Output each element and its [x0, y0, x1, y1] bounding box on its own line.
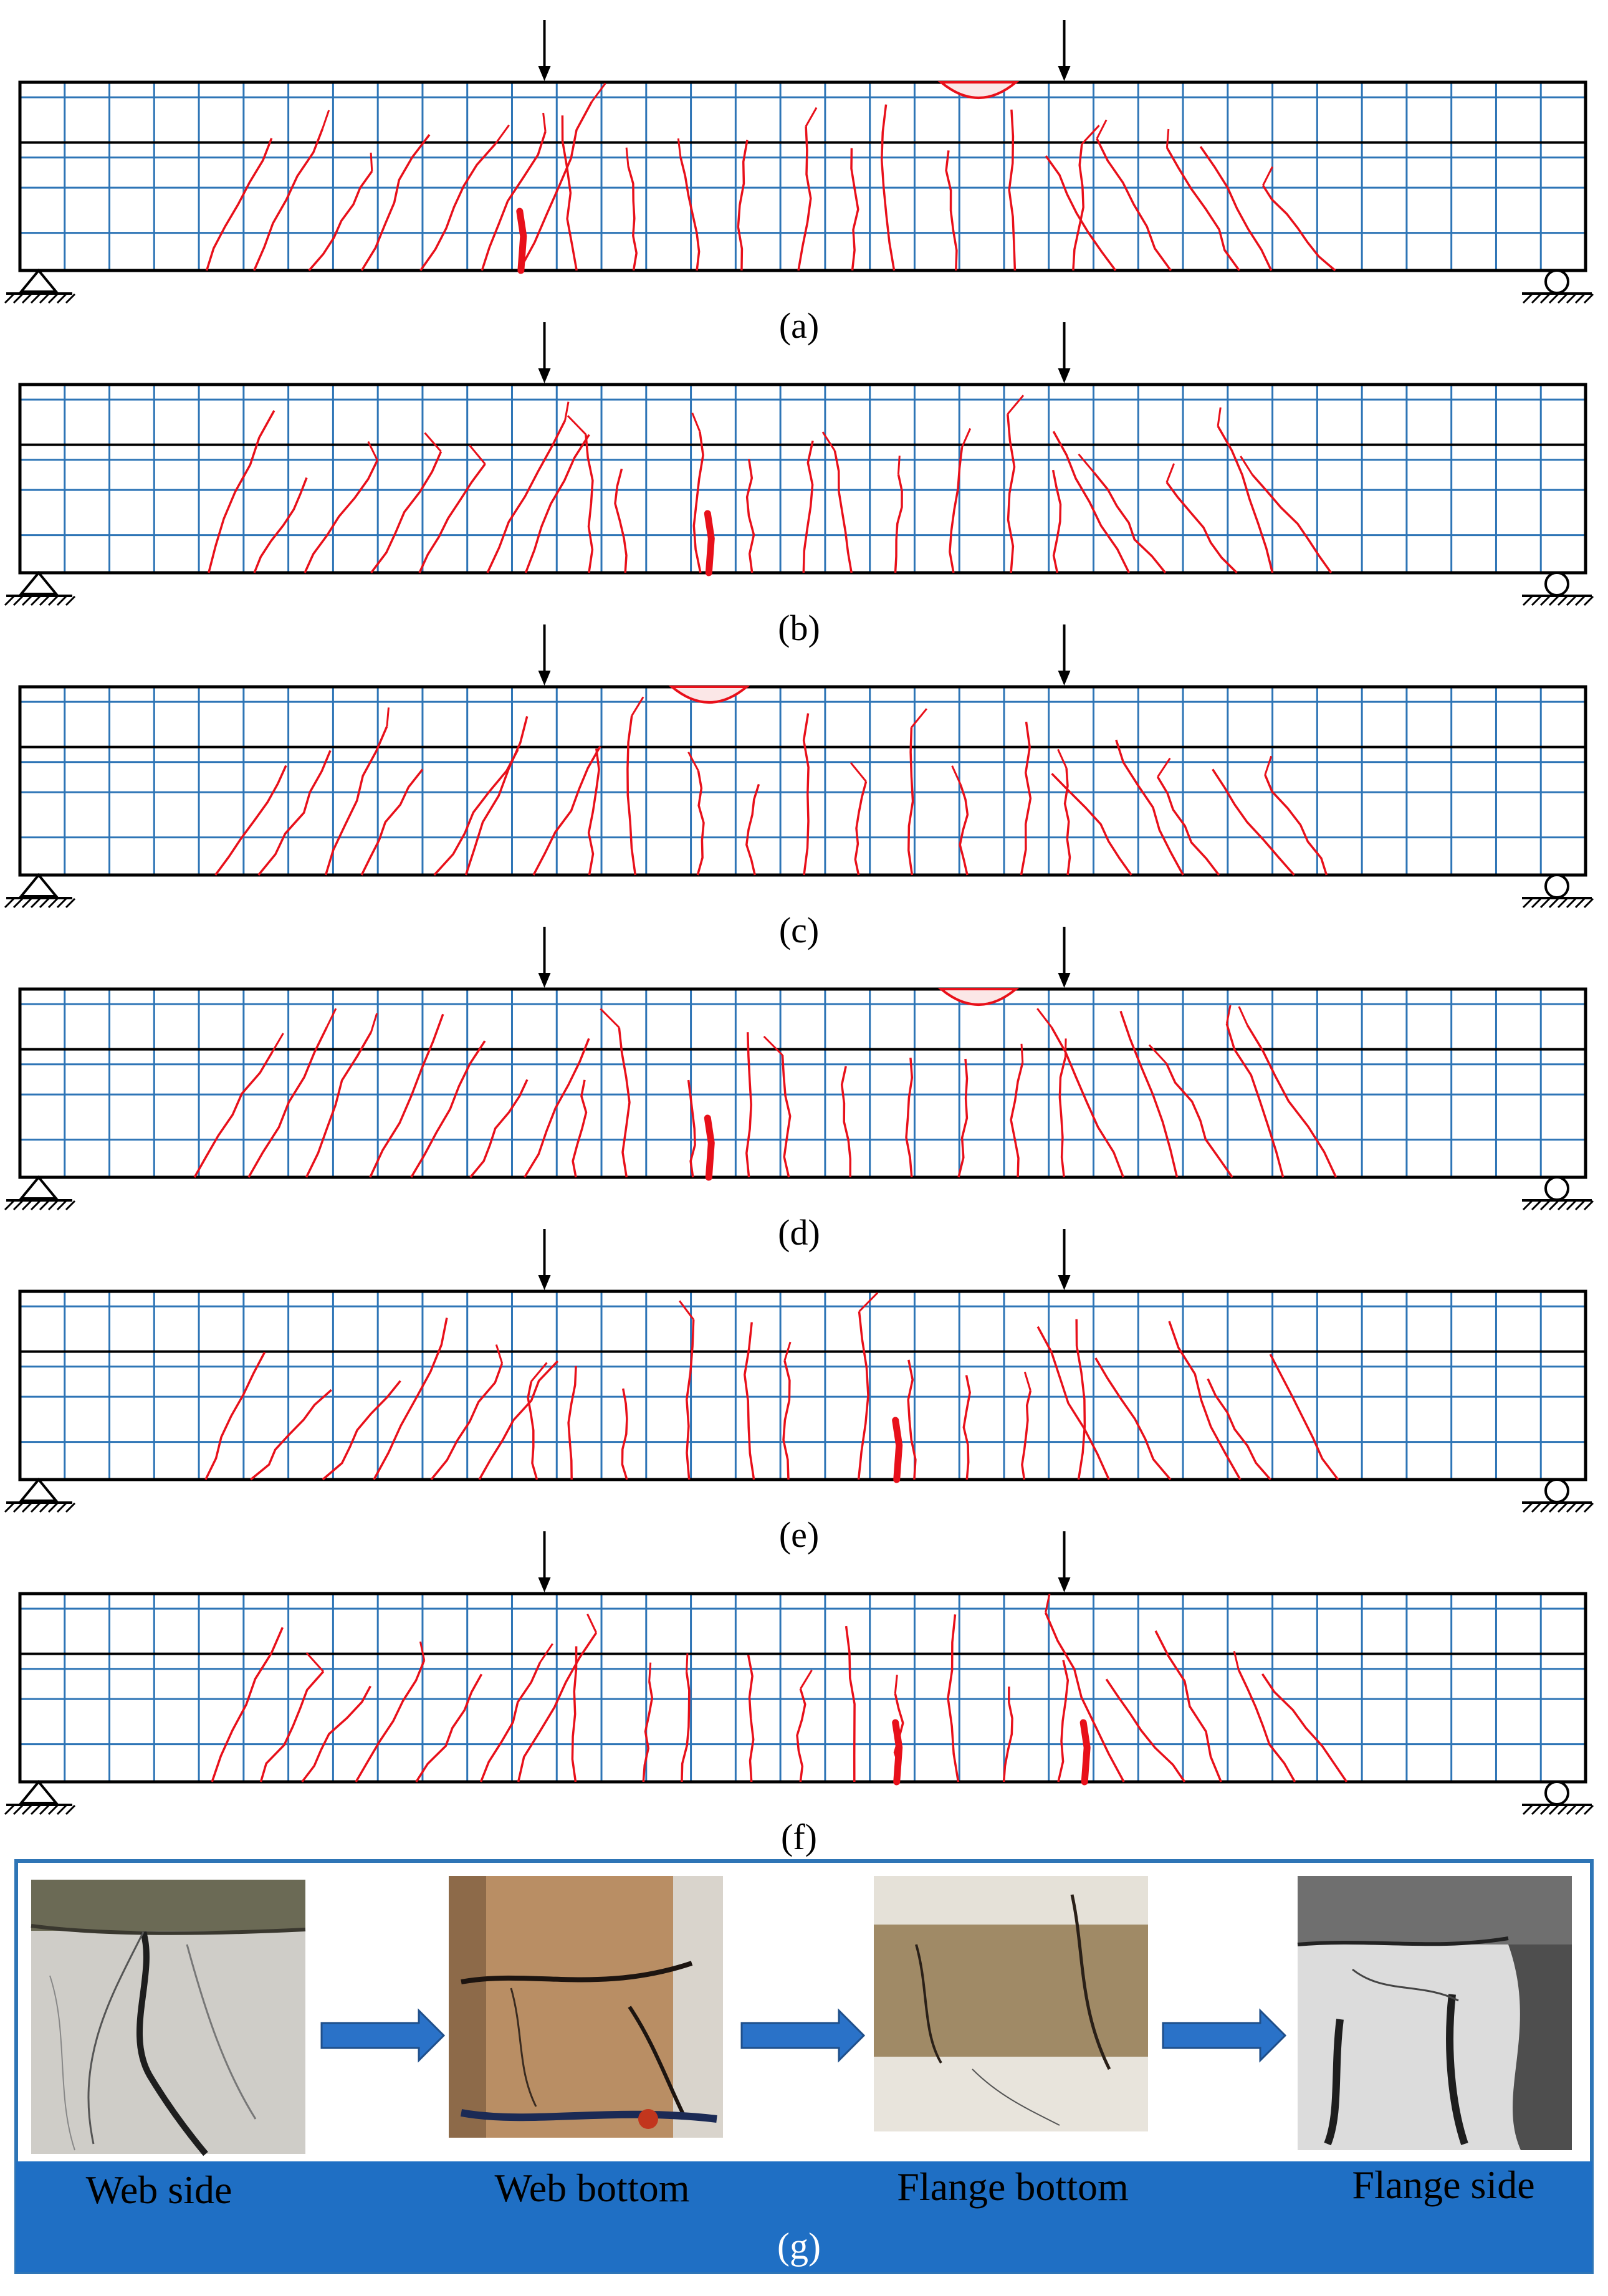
support-hatch [5, 1201, 14, 1210]
roller-support [1546, 1177, 1568, 1200]
support-hatch [1549, 899, 1558, 907]
beam-outline [20, 385, 1586, 573]
support-hatch [1532, 1806, 1541, 1814]
crack [747, 784, 759, 875]
support-hatch [22, 596, 31, 605]
load-arrowhead [1058, 671, 1071, 686]
support-hatch [1584, 1806, 1593, 1814]
support-hatch [1549, 1503, 1558, 1512]
support-hatch [1532, 294, 1541, 303]
support-hatch [1523, 294, 1532, 303]
beam-outline [20, 1594, 1586, 1782]
crack [747, 1032, 751, 1177]
support-hatch [1541, 294, 1549, 303]
beam-panel-b [5, 322, 1593, 648]
support-hatch [1576, 1201, 1584, 1210]
support-hatch [1576, 1503, 1584, 1512]
crack [194, 1052, 272, 1177]
support-hatch [57, 1503, 66, 1512]
panel-label: (e) [778, 1514, 820, 1555]
crack [851, 148, 858, 270]
crack [628, 166, 636, 270]
crack [1208, 1379, 1270, 1480]
crack [519, 102, 591, 271]
crack [1022, 722, 1031, 875]
support-hatch [1567, 1503, 1576, 1512]
crack [1009, 110, 1015, 270]
crack-branch [565, 402, 568, 421]
support-hatch [40, 1201, 49, 1210]
major-crack [1083, 1723, 1087, 1782]
crack-branch [692, 413, 700, 432]
support-hatch [1567, 596, 1576, 605]
crack [797, 1689, 805, 1782]
support-hatch [66, 1503, 75, 1512]
support-hatch [14, 899, 22, 907]
panel-label: (a) [778, 305, 820, 346]
crack-branch [600, 1009, 619, 1028]
crack [419, 464, 485, 573]
crack-branch [1097, 120, 1106, 139]
crack [586, 434, 593, 573]
support-hatch [1576, 899, 1584, 907]
photo-caption-web-bottom: Web bottom [494, 2166, 690, 2210]
crack-branch [851, 763, 866, 782]
crack-branch [387, 707, 389, 726]
crack [589, 749, 600, 875]
support-hatch [22, 1201, 31, 1210]
crack [783, 1055, 790, 1177]
support-hatch [1549, 1201, 1558, 1210]
crack [682, 1672, 689, 1782]
load-arrowhead [538, 973, 551, 988]
major-crack [707, 1118, 711, 1177]
crack [1060, 1057, 1065, 1177]
support-hatch [57, 899, 66, 907]
crack [370, 1014, 443, 1177]
support-hatch [1584, 1503, 1593, 1512]
crack [1052, 773, 1132, 875]
support-hatch [66, 899, 75, 907]
support-hatch [1541, 1503, 1549, 1512]
photo-web-side [31, 1880, 305, 2154]
crack [307, 1032, 371, 1177]
crack [855, 782, 866, 875]
beam-panel-c [5, 624, 1593, 950]
crack [305, 461, 377, 573]
load-arrowhead [538, 671, 551, 686]
crack [371, 452, 441, 573]
support-hatch [5, 294, 14, 303]
support-hatch [1558, 1503, 1567, 1512]
roller-support [1546, 1480, 1568, 1502]
crack [804, 714, 809, 875]
support-hatch [1523, 1503, 1532, 1512]
support-hatch [1532, 596, 1541, 605]
panel-label: (d) [778, 1212, 820, 1253]
crack [254, 478, 307, 573]
crack [1011, 1063, 1023, 1177]
pin-support [21, 875, 56, 896]
crack [643, 1681, 652, 1782]
crack-branch [1008, 395, 1023, 414]
load-arrowhead [538, 368, 551, 383]
crack [749, 1655, 754, 1782]
roller-support [1546, 875, 1568, 897]
support-hatch [49, 294, 57, 303]
photo-web-bottom [449, 1876, 723, 2138]
crack [416, 1674, 482, 1782]
support-hatch [1541, 596, 1549, 605]
support-hatch [1523, 899, 1532, 907]
support-hatch [1576, 596, 1584, 605]
support-hatch [14, 1806, 22, 1814]
crack [798, 127, 811, 270]
beam-panel-e [5, 1229, 1593, 1555]
crack [1004, 1686, 1013, 1782]
roller-support [1546, 573, 1568, 595]
support-hatch [1558, 899, 1567, 907]
crack-branch [568, 416, 586, 434]
crack [738, 140, 747, 270]
support-hatch [1567, 1806, 1576, 1814]
crack-branch [1265, 756, 1271, 775]
support-hatch [1549, 294, 1558, 303]
crack [747, 459, 754, 573]
crack-branch [1158, 758, 1170, 777]
support-hatch [57, 1201, 66, 1210]
support-hatch [14, 1201, 22, 1210]
panel-label: (c) [778, 910, 820, 950]
crack [1053, 431, 1129, 573]
crack-branch [898, 456, 899, 474]
crack [846, 1626, 855, 1782]
support-hatch [1532, 899, 1541, 907]
crack-branch [588, 1614, 596, 1633]
photo-flange-bottom [874, 1876, 1148, 2131]
support-hatch [49, 1806, 57, 1814]
support-hatch [1558, 1201, 1567, 1210]
support-hatch [1584, 596, 1593, 605]
crack-branch [371, 1013, 377, 1032]
crack [1106, 1679, 1185, 1782]
support-hatch [40, 294, 49, 303]
crack [259, 750, 330, 875]
photo-caption-flange-side: Flange side [1352, 2163, 1535, 2207]
roller-support [1546, 1782, 1568, 1804]
support-hatch [1523, 596, 1532, 605]
beam-panel-d [5, 927, 1593, 1253]
support-hatch [1532, 1201, 1541, 1210]
crack [1238, 1670, 1295, 1782]
crack-branch [632, 697, 643, 715]
crack [309, 171, 372, 270]
photo-caption-web-side: Web side [85, 2168, 232, 2212]
support-hatch [1541, 899, 1549, 907]
support-hatch [49, 596, 57, 605]
crack [421, 144, 495, 270]
crack [1053, 470, 1061, 573]
crack [681, 157, 699, 270]
crack [1076, 1319, 1084, 1480]
photo-caption-flange-bottom: Flange bottom [897, 2164, 1129, 2209]
crack-branch [469, 446, 485, 464]
crack [697, 771, 704, 875]
crack [835, 451, 851, 573]
crack [206, 1352, 265, 1480]
support-hatch [57, 596, 66, 605]
crack [1263, 186, 1335, 270]
support-hatch [66, 1806, 75, 1814]
support-hatch [1584, 1201, 1593, 1210]
crack [842, 1066, 851, 1177]
support-hatch [31, 1806, 40, 1814]
support-hatch [49, 1503, 57, 1512]
crack-branch [543, 113, 546, 132]
crack [434, 750, 518, 875]
support-hatch [66, 294, 75, 303]
support-hatch [40, 1806, 49, 1814]
support-hatch [22, 1806, 31, 1814]
support-hatch [14, 596, 22, 605]
beam-outline [20, 1291, 1586, 1480]
crack [1213, 769, 1295, 875]
support-hatch [1567, 1201, 1576, 1210]
support-hatch [22, 899, 31, 907]
support-hatch [1532, 1503, 1541, 1512]
crack [1065, 768, 1070, 875]
crack-branch [1167, 464, 1174, 482]
crack [487, 421, 565, 573]
support-hatch [14, 294, 22, 303]
crack-branch [1167, 129, 1168, 148]
load-arrowhead [538, 1275, 551, 1290]
major-crack [896, 1420, 899, 1480]
crack [745, 1323, 754, 1480]
crack [466, 716, 527, 875]
load-arrowhead [1058, 1577, 1071, 1592]
panel-label: (b) [778, 608, 820, 648]
support-hatch [5, 899, 14, 907]
support-hatch [57, 294, 66, 303]
major-crack [520, 211, 524, 270]
crack [482, 132, 545, 270]
support-hatch [1567, 294, 1576, 303]
support-hatch [1549, 1806, 1558, 1814]
support-hatch [57, 1806, 66, 1814]
crack-branch [1239, 1007, 1248, 1025]
support-hatch [49, 899, 57, 907]
crack [1270, 1354, 1338, 1480]
support-hatch [31, 899, 40, 907]
crack [1094, 473, 1165, 573]
crack [1058, 1660, 1068, 1782]
support-hatch [31, 596, 40, 605]
support-hatch [40, 899, 49, 907]
crack-branch [1058, 749, 1067, 768]
support-hatch [1584, 899, 1593, 907]
support-hatch [1558, 294, 1567, 303]
beam-panels [5, 20, 1593, 1857]
crack-branch [1025, 1372, 1030, 1390]
pin-support [21, 573, 56, 594]
roller-support [1546, 270, 1568, 293]
support-hatch [31, 294, 40, 303]
crack [1218, 426, 1273, 573]
support-hatch [1576, 294, 1584, 303]
crack [694, 432, 703, 573]
support-hatch [5, 1806, 14, 1814]
crack-branch [895, 1675, 897, 1693]
crack [251, 1390, 332, 1480]
crack [1200, 146, 1271, 270]
crack [1008, 414, 1015, 573]
load-arrowhead [1058, 1275, 1071, 1290]
crack [361, 770, 423, 875]
crack-branch [1263, 167, 1272, 186]
crack-branch [1079, 454, 1094, 473]
crack-branch [806, 108, 816, 127]
crack [1167, 1064, 1233, 1177]
support-hatch [5, 596, 14, 605]
support-hatch [1558, 1806, 1567, 1814]
crack [622, 1389, 627, 1480]
photo-flange-side [1298, 1876, 1572, 2150]
support-hatch [1541, 1806, 1549, 1814]
crack [1262, 1674, 1346, 1782]
crack [1167, 482, 1237, 573]
support-hatch [1549, 596, 1558, 605]
crack [1022, 1390, 1031, 1480]
crack-branch [1218, 408, 1220, 426]
crack-branch [495, 125, 509, 144]
support-hatch [1584, 294, 1593, 303]
crack [1169, 1321, 1240, 1480]
support-hatch [1523, 1201, 1532, 1210]
support-hatch [14, 1503, 22, 1512]
beam-outline [20, 989, 1586, 1177]
support-hatch [1567, 899, 1576, 907]
crack [568, 1366, 576, 1480]
crack [1227, 1024, 1283, 1177]
crack [216, 765, 286, 875]
support-hatch [22, 294, 31, 303]
load-arrowhead [1058, 973, 1071, 988]
crack [909, 727, 913, 875]
crack [534, 747, 600, 875]
failure-photo-section [16, 1861, 1592, 2272]
support-hatch [31, 1201, 40, 1210]
crack [960, 785, 967, 875]
pin-support [21, 1177, 56, 1198]
crack [1096, 1358, 1170, 1480]
crack-branch [1149, 1045, 1167, 1064]
major-crack [896, 1723, 899, 1782]
crack [481, 1662, 540, 1782]
crack [964, 1375, 970, 1480]
crack [783, 1361, 790, 1480]
crack-branch [425, 433, 441, 452]
support-hatch [40, 596, 49, 605]
support-hatch [22, 1503, 31, 1512]
crack [479, 1361, 558, 1480]
pin-support [21, 270, 56, 292]
crack-branch [591, 84, 605, 102]
major-crack [707, 514, 711, 573]
beam-outline [20, 687, 1586, 875]
support-hatch [31, 1503, 40, 1512]
support-hatch [49, 1201, 57, 1210]
load-arrowhead [538, 66, 551, 81]
crack [946, 150, 957, 270]
summary-label: (g) [777, 2226, 821, 2267]
support-hatch [1541, 1201, 1549, 1210]
support-hatch [1576, 1806, 1584, 1814]
support-hatch [1523, 1806, 1532, 1814]
support-hatch [5, 1503, 14, 1512]
beam-panel-f [5, 1531, 1593, 1857]
pin-support [21, 1782, 56, 1803]
support-hatch [66, 596, 75, 605]
crack [209, 411, 274, 573]
crack [356, 1660, 424, 1782]
support-hatch [40, 1503, 49, 1512]
panel-label: (f) [781, 1817, 817, 1857]
support-hatch [66, 1201, 75, 1210]
crack-branch [649, 1663, 651, 1681]
crack-branch [371, 153, 372, 171]
crack [906, 1058, 912, 1177]
crack [628, 715, 635, 875]
crack [859, 1311, 868, 1480]
crack-branch [626, 148, 628, 166]
load-arrowhead [538, 1577, 551, 1592]
crack-branch [531, 1363, 547, 1382]
load-arrowhead [1058, 368, 1071, 383]
support-hatch [1558, 596, 1567, 605]
crack-branch [327, 1008, 336, 1027]
crack-branch [800, 1670, 811, 1689]
crack [615, 469, 626, 573]
crack [302, 1686, 371, 1782]
pin-support [21, 1480, 56, 1501]
crack-branch [1022, 1044, 1023, 1063]
crack [323, 1381, 401, 1480]
load-arrowhead [1058, 66, 1071, 81]
beam-panel-a [5, 20, 1593, 346]
crack-branch [322, 110, 328, 129]
crack-branch [859, 1293, 878, 1311]
crack-branch [496, 1344, 502, 1363]
